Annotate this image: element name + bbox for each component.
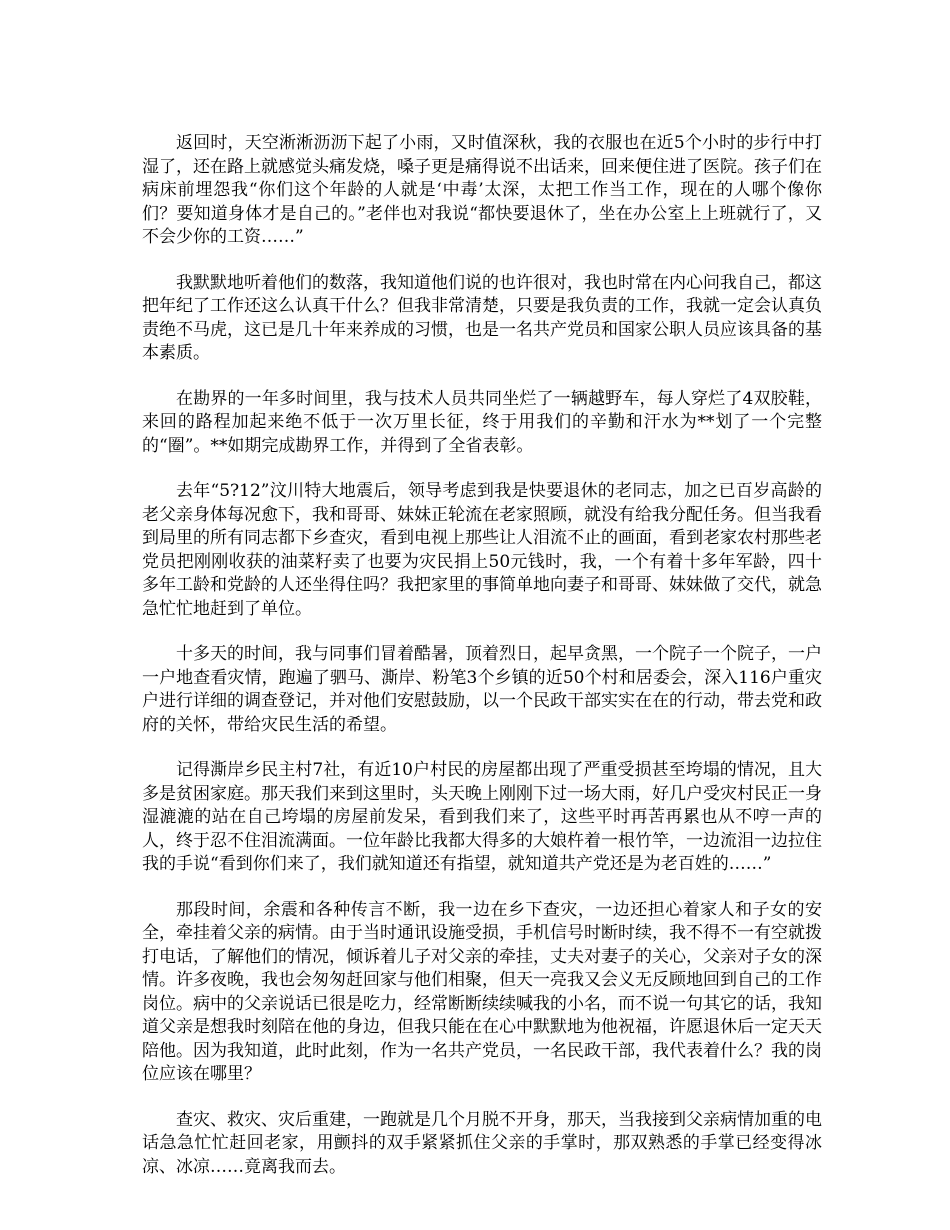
paragraph-3: 在勘界的一年多时间里，我与技术人员共同坐烂了一辆越野车，每人穿烂了4双胶鞋，来回的路程加起来绝不低于一次万里长征，终于用我们的辛勤和汗水为**划了一个完整的“圈”。**如期完成勘界工作，并得到了全省表彰。 — [142, 388, 822, 456]
paragraph-5: 十多天的时间，我与同事们冒着酷暑，顶着烈日，起早贪黑，一个院子一个院子，一户一户地查看灾情，跑遍了驷马、澌岸、粉笔3个乡镇的近50个村和居委会，深入116户重灾户进行详细的调查登记，并对他们安慰鼓励，以一个民政干部实实在在的行动，带去党和政府的关怀，带给灾民生活的希望。 — [142, 644, 822, 735]
paragraph-6: 记得澌岸乡民主村7社，有近10户村民的房屋都出现了严重受损甚至垮塌的情况，且大多是贫困家庭。那天我们来到这里时，头天晚上刚刚下过一场大雨，好几户受灾村民正一身湿漉漉的站在自己垮塌的房屋前发呆，看到我们来了，这些平时再苦再累也从不哼一声的人，终于忍不住泪流满面。一位年龄比我都大得多的大娘杵着一根竹竿，一边流泪一边拉住我的手说“看到你们来了，我们就知道还有指望，就知道共产党还是为老百姓的……” — [142, 760, 822, 874]
paragraph-1: 返回时，天空淅淅沥沥下起了小雨，又时值深秋，我的衣服也在近5个小时的步行中打湿了，还在路上就感觉头痛发烧，嗓子更是痛得说不出话来，回来便住进了医院。孩子们在病床前埋怨我“你们这个年龄的人就是‘中毒’太深，太把工作当工作，现在的人哪个像你们？要知道身体才是自己的。”老伴也对我说“都快要退休了，坐在办公室上上班就行了，又不会少你的工资……” — [142, 133, 822, 247]
paragraph-4: 去年“5?12”汶川特大地震后，领导考虑到我是快要退休的老同志，加之已百岁高龄的老父亲身体每况愈下，我和哥哥、妹妹正轮流在老家照顾，就没有给我分配任务。但当我看到局里的所有同志都下乡查灾，看到电视上那些让人泪流不止的画面，看到老家农村那些老党员把刚刚收获的油菜籽卖了也要为灾民捐上50元钱时，我，一个有着十多年军龄，四十多年工龄和党龄的人还坐得住吗？我把家里的事简单地向妻子和哥哥、妹妹做了交代，就急急忙忙地赶到了单位。 — [142, 481, 822, 619]
paragraph-2: 我默默地听着他们的数落，我知道他们说的也许很对，我也时常在内心问我自己，都这把年纪了工作还这么认真干什么？但我非常清楚，只要是我负责的工作，我就一定会认真负责绝不马虎，这已是几十年来养成的习惯，也是一名共产党员和国家公职人员应该具备的基本素质。 — [142, 272, 822, 363]
document-body — [142, 132, 822, 1201]
paragraph-7: 那段时间，余震和各种传言不断，我一边在乡下查灾，一边还担心着家人和子女的安全，牵挂着父亲的病情。由于当时通讯设施受损，手机信号时断时续，我不得不一有空就拨打电话，了解他们的情况，倾诉着儿子对父亲的牵挂，丈夫对妻子的关心，父亲对子女的深情。许多夜晚，我也会匆匆赶回家与他们相聚，但天一亮我又会义无反顾地回到自己的工作岗位。病中的父亲说话已很是吃力，经常断断续续喊我的小名，而不说一句其它的话，我知道父亲是想我时刻陪在他的身边，但我只能在在心中默默地为他祝福，许愿退休后一定天天陪他。因为我知道，此时此刻，作为一名共产党员，一名民政干部，我代表着什么？我的岗位应该在哪里？ — [142, 899, 822, 1084]
paragraph-8: 查灾、救灾、灾后重建，一跑就是几个月脱不开身，那天，当我接到父亲病情加重的电话急急忙忙赶回老家，用颤抖的双手紧紧抓住父亲的手掌时，那双熟悉的手掌已经变得冰凉、冰凉……竟离我而去。 — [142, 1109, 822, 1177]
